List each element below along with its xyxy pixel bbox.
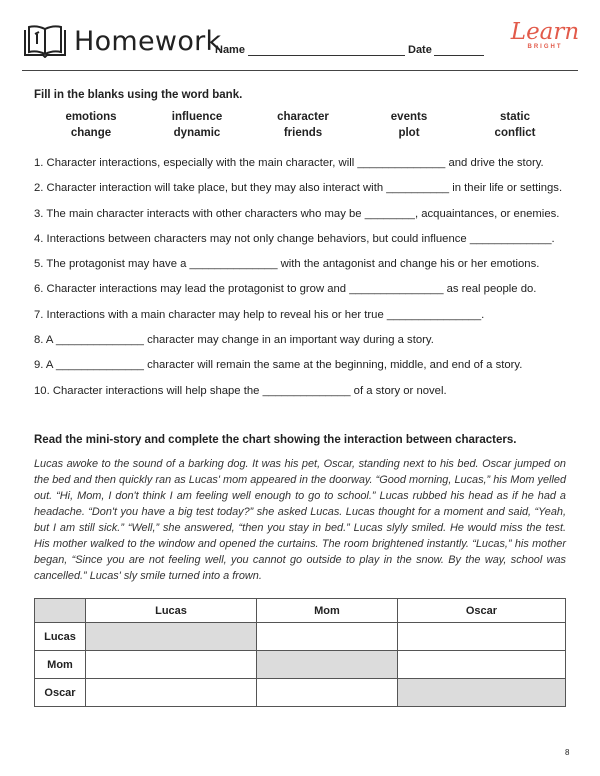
header-divider (22, 70, 578, 71)
chart-row-header: Oscar (35, 679, 86, 707)
chart-column-header: Lucas (86, 599, 257, 623)
page-number: 8 (565, 748, 570, 757)
chart-cell-shaded (397, 679, 565, 707)
logo-main-text: Learn (510, 19, 580, 45)
question-1: 1. Character interactions, especially with the main character, will ______________ and drive the story. (34, 157, 544, 169)
page-title: Homework (74, 26, 222, 57)
chart-column-header: Mom (257, 599, 398, 623)
word-bank (38, 111, 568, 139)
question-9: 9. A ______________ character will remain the same at the beginning, middle, and end of a story. (34, 359, 523, 372)
question-list (34, 155, 574, 408)
chart-cell[interactable] (257, 623, 398, 651)
table-row (35, 651, 566, 679)
chart-cell-shaded (257, 651, 398, 679)
chart-cell[interactable] (86, 679, 257, 707)
question-5: 5. The protagonist may have a ______________ with the antagonist and change his or her emotions. (34, 258, 540, 271)
interaction-chart (34, 598, 566, 707)
name-label: Name (215, 44, 245, 56)
chart-cell[interactable] (257, 679, 398, 707)
question-7: 7. Interactions with a main character may help to reveal his or her true _______________. (34, 308, 485, 321)
question-10: 10. Character interactions will help shape the ______________ of a story or novel. (34, 384, 447, 397)
chart-row-header: Mom (35, 651, 86, 679)
question-6: 6. Character interactions may lead the protagonist to grow and _______________ as real people do. (34, 283, 537, 296)
date-field[interactable] (434, 55, 484, 56)
learn-bright-logo (510, 20, 580, 50)
date-label: Date (408, 44, 432, 56)
chart-corner-cell (35, 599, 86, 623)
table-row (35, 679, 566, 707)
question-3: 3. The main character interacts with other characters who may be ________, acquaintances, or enemies. (34, 207, 560, 220)
question-8: 8. A ______________ character may change in an important way during a story. (34, 334, 434, 347)
chart-cell[interactable] (397, 651, 565, 679)
word-bank-item: influence (171, 111, 223, 123)
section1-instruction: Fill in the blanks using the word bank. (34, 89, 243, 101)
word-bank-item: dynamic (173, 127, 221, 139)
word-bank-item: events (390, 111, 428, 123)
chart-column-header: Oscar (397, 599, 565, 623)
table-row (35, 623, 566, 651)
word-bank-item: change (70, 127, 112, 139)
word-bank-item: friends (283, 127, 323, 139)
question-2: 2. Character interaction will take place, but they may also interact with __________ in their life or settings. (34, 182, 563, 195)
name-field[interactable] (248, 55, 405, 56)
word-bank-item: plot (398, 127, 420, 139)
mini-story: Lucas awoke to the sound of a barking dog. It was his pet, Oscar, standing next to his bed. Oscar jumped on the bed and then quickly ran as Lucas' mom appeared in the doorway. “Good morning, Lucas,” his Mom yelled out. “Hi, Mom, I don't think I am feeling well enough to go to school.” Lucas rubbed his head as if he had a headache. “Don't you have a big test today?” she asked Lucas. Lucas thought for a moment and said, “Yeah, but I am still sick.” “Well,” she answered, “then you stay in bed.” Lucas slyly smiled. He would miss the test. His mother walked to the window and opened the curtains. The room brightened instantly. “Lucas,” his mother began, “Since you are not feeling well, you cannot go outside to play in the snow. By the way, school was cancelled.” Lucas' sly smile turned into a frown. (34, 458, 566, 582)
chart-cell[interactable] (86, 651, 257, 679)
chart-row-header: Lucas (35, 623, 86, 651)
chart-cell[interactable] (397, 623, 565, 651)
logo-sub-text: BRIGHT (527, 44, 563, 50)
word-bank-item: conflict (494, 127, 536, 139)
question-4: 4. Interactions between characters may not only change behaviors, but could influence _____________. (34, 232, 555, 245)
word-bank-item: emotions (65, 111, 117, 123)
word-bank-item: character (277, 111, 329, 123)
word-bank-item: static (499, 111, 531, 123)
section2-instruction: Read the mini-story and complete the chart showing the interaction between characters. (34, 434, 517, 446)
header (22, 18, 578, 68)
open-book-icon (22, 22, 68, 58)
chart-cell-shaded (86, 623, 257, 651)
